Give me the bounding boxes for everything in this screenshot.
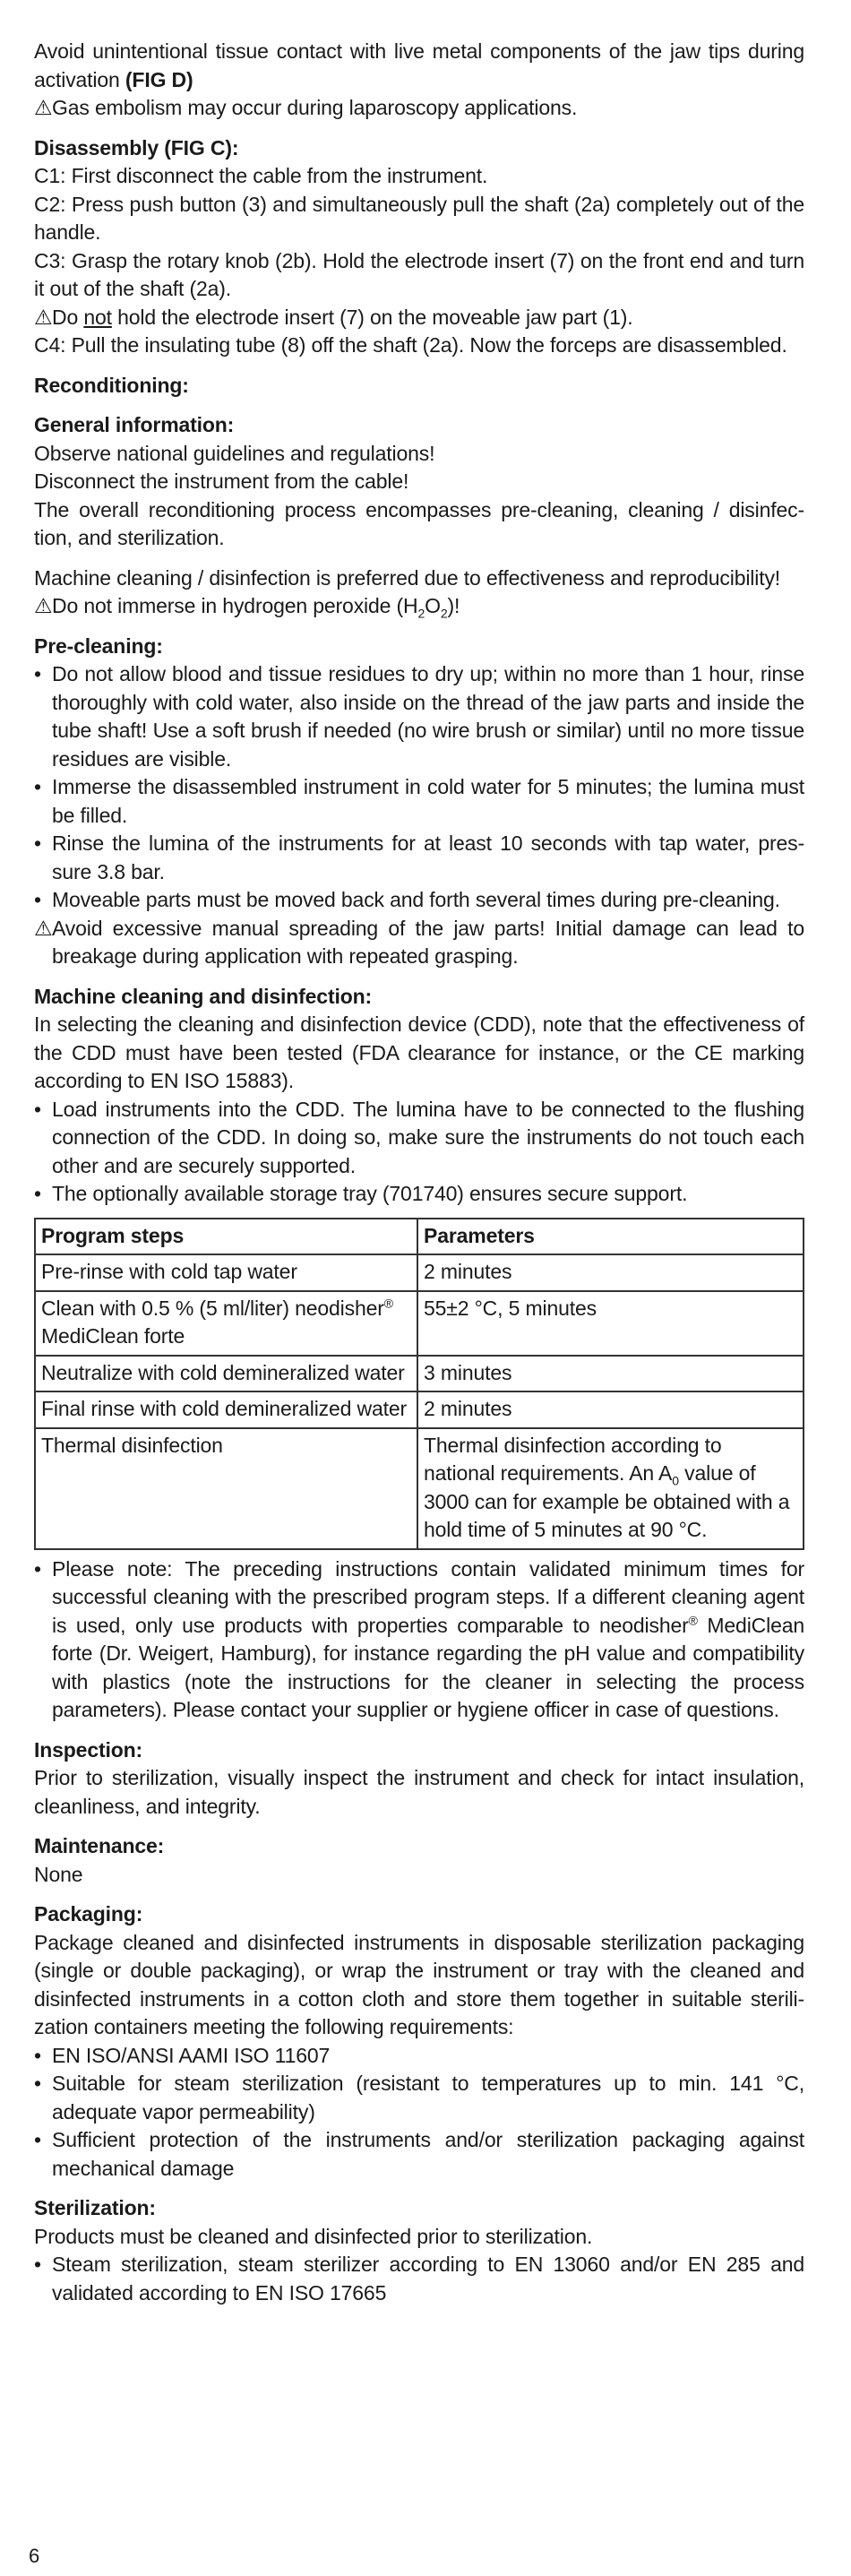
packaging-p1: Package cleaned and disinfected instruments in disposable sterilization packaging (single or double packaging), or wrap the instrument or tray with the cleaned and disinfected instruments in a cotton cloth and store them together in suitable sterili-zation containers meeting the following requirements:: [34, 1930, 804, 2038]
sterilization-heading: Sterilization:: [34, 2196, 156, 2219]
table-cell: 55±2 °C, 5 minutes: [417, 1291, 804, 1356]
column-header-parameters: Parameters: [417, 1219, 804, 1255]
warning-icon: ⚠: [34, 96, 53, 119]
machine-cleaning-bullet: • The optionally available storage tray (701740) ensures secure support.: [34, 1180, 804, 1209]
table-cell: 2 minutes: [417, 1254, 804, 1291]
packaging-bullet: • EN ISO/ANSI AAMI ISO 11607: [34, 2042, 804, 2071]
fig-d-ref: (FIG D): [125, 67, 193, 91]
table-row: [35, 1356, 804, 1392]
table-cell: Thermal disinfection according to national requirements. An $A_0$ value of 3000 can for example be obtained with a hold time of 5 minutes at 90 °C.: [417, 1428, 804, 1549]
pre-cleaning-bullet: • Do not allow blood and tissue residues to dry up; within no more than 1 hour, rinse thoroughly with cold water, also inside on the thread of the jaw parts and inside the tube shaft! Use a soft brush if needed (no wire brush or similar) until no more tissue residues are visible.: [34, 660, 804, 773]
maintenance-p1: None: [34, 1862, 83, 1886]
machine-cleaning-bullet: • Load instruments into the CDD. The lumina have to be connected to the flushing connection of the CDD. In doing so, make sure the instruments do not touch each other and are securely supported.: [34, 1096, 804, 1181]
table-cell: Clean with 0.5 % (5 ml/liter) neodisher® MediClean forte: [35, 1291, 417, 1356]
packaging-bullet: • Sufficient protection of the instruments and/or sterilization packaging against mechanical damage: [34, 2126, 804, 2183]
sterilization-p1: Products must be cleaned and disinfected prior to sterilization.: [34, 2224, 593, 2248]
step-c1: C1: First disconnect the cable from the instrument.: [34, 164, 488, 187]
machine-cleaning-heading: Machine cleaning and disinfection:: [34, 984, 373, 1008]
intro-tissue-contact: Avoid unintentional tissue contact with live metal components of the jaw tips during activation (FIG D): [34, 39, 804, 91]
hydrogen-peroxide-warning: ⚠ Do not immerse in hydrogen peroxide $(H_2O_2)$!: [34, 594, 460, 621]
please-note-bullet: • Please note: The preceding instructions contain validated minimum times for successful cleaning with the prescribed program steps. If a different cleaning agent is used, only use products with properties comparable to neodisher® MediClean forte (Dr. Weigert, Hamburg), for instance regarding the pH value and compatibility with plastics (note the instructions for the cleaner in selecting the process parameters). Please contact your supplier or hygiene officer in case of questions.: [34, 1555, 804, 1725]
table-cell: Neutralize with cold demineralized water: [35, 1356, 417, 1392]
gas-embolism-warning: ⚠ Gas embolism may occur during laparoscopy applications.: [34, 94, 804, 123]
step-c3: C3: Grasp the rotary knob (2b). Hold the electrode insert (7) on the front end and turn it out of the shaft (2a).: [34, 248, 804, 300]
page-number: 6: [29, 2545, 40, 2567]
packaging-bullet: • Suitable for steam sterilization (resistant to temperatures up to min. 141 °C, adequate vapor permeability): [34, 2070, 804, 2126]
document-page: [34, 38, 804, 2307]
column-header-program-steps: Program steps: [35, 1219, 417, 1255]
table-cell: 3 minutes: [417, 1356, 804, 1392]
disassembly-heading: Disassembly (FIG C):: [34, 135, 239, 159]
general-p3: The overall reconditioning process encompasses pre-cleaning, cleaning / disinfec-tion, and sterilization.: [34, 497, 804, 549]
pre-cleaning-bullet: • Moveable parts must be moved back and forth several times during pre-cleaning.: [34, 886, 804, 915]
table-cell: Pre-rinse with cold tap water: [35, 1254, 417, 1291]
program-steps-table: [34, 1218, 804, 1550]
pre-cleaning-heading: Pre-cleaning:: [34, 633, 163, 658]
warning-icon: ⚠: [34, 916, 53, 940]
table-row: [35, 1254, 804, 1291]
table-row: [35, 1428, 804, 1549]
table-row: [35, 1391, 804, 1428]
machine-cleaning-p1: In selecting the cleaning and disinfection device (CDD), note that the effectiveness of the CDD must have been tested (FDA clearance for instance, or the CE marking according to EN ISO 15883).: [34, 1012, 804, 1092]
pre-cleaning-bullet: • Rinse the lumina of the instruments for at least 10 seconds with tap water, pres-sure 3.8 bar.: [34, 830, 804, 886]
step-c2: C2: Press push button (3) and simultaneously pull the shaft (2a) completely out of the handle.: [34, 192, 804, 244]
step-c4: C4: Pull the insulating tube (8) off the shaft (2a). Now the forceps are disassembled.: [34, 333, 787, 357]
inspection-p1: Prior to sterilization, visually inspect the instrument and check for intact insulation, cleanliness, and integrity.: [34, 1766, 804, 1818]
general-p1: Observe national guidelines and regulations!: [34, 441, 435, 465]
general-information-heading: General information:: [34, 413, 235, 436]
electrode-warning: ⚠ Do not hold the electrode insert (7) on the moveable jaw part (1).: [34, 304, 804, 332]
general-p4: Machine cleaning / disinfection is preferred due to effectiveness and reproducibility!: [34, 565, 781, 590]
warning-icon: ⚠: [34, 594, 53, 617]
sterilization-bullet: • Steam sterilization, steam sterilizer according to EN 13060 and/or EN 285 and validated according to EN ISO 17665: [34, 2251, 804, 2307]
table-row: [35, 1291, 804, 1356]
table-cell: 2 minutes: [417, 1391, 804, 1428]
table-cell: Thermal disinfection: [35, 1428, 417, 1549]
table-cell: Final rinse with cold demineralized water: [35, 1391, 417, 1428]
pre-cleaning-bullet: • Immerse the disassembled instrument in cold water for 5 minutes; the lumina must be filled.: [34, 773, 804, 830]
inspection-heading: Inspection:: [34, 1737, 143, 1762]
general-p2: Disconnect the instrument from the cable!: [34, 470, 409, 493]
reconditioning-heading: Reconditioning:: [34, 373, 189, 397]
table-header-row: [35, 1219, 804, 1255]
packaging-heading: Packaging:: [34, 1902, 143, 1926]
jaw-spreading-warning: ⚠ Avoid excessive manual spreading of the jaw parts! Initial damage can lead to breakage during application with repeated grasping.: [34, 916, 804, 968]
maintenance-heading: Maintenance:: [34, 1834, 165, 1857]
warning-icon: ⚠: [34, 305, 53, 329]
